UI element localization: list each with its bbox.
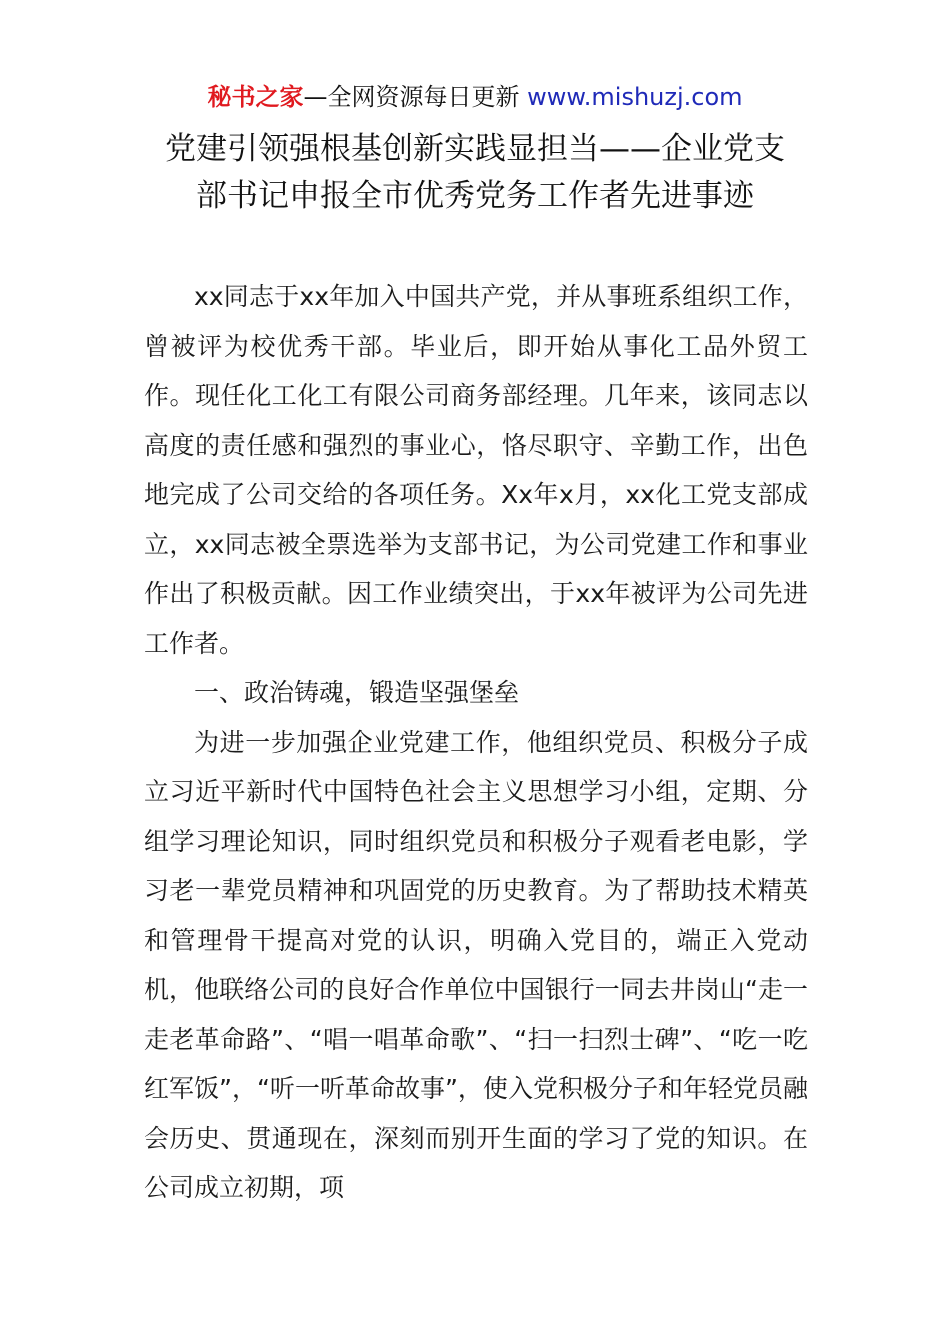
document-body (144, 272, 808, 1213)
document-title (120, 126, 830, 220)
brand-name: 秘书之家 (207, 83, 304, 111)
site-url[interactable]: www.mishuzj.com (527, 83, 743, 111)
header-tagline: —全网资源每日更新 (303, 83, 520, 111)
site-header (0, 80, 950, 114)
title-line-1: 党建引领强根基创新实践显担当——企业党支 (165, 131, 785, 167)
body-paragraph-2: 为进一步加强企业党建工作，他组织党员、积极分子成立习近平新时代中国特色社会主义思想学习小组，定期、分组学习理论知识，同时组织党员和积极分子观看老电影，学习老一辈党员精神和巩固党的历史教育。为了帮助技术精英和管理骨干提高对党的认识，明确入党目的，端正入党动机，他联络公司的良好合作单位中国银行一同去井岗山“走一走老革命路”、“唱一唱革命歌”、“扫一扫烈士碑”、“吃一吃红军饭”，“听一听革命故事”，使入党积极分子和年轻党员融会历史、贯通现在，深刻而别开生面的学习了党的知识。在公司成立初期，项 (144, 727, 808, 1202)
section-heading-1: 一、政治铸魂，锻造坚强堡垒 (194, 678, 520, 707)
title-line-2: 部书记申报全市优秀党务工作者先进事迹 (196, 178, 754, 214)
body-paragraph-1: xx同志于xx年加入中国共产党，并从事班系组织工作，曾被评为校优秀干部。毕业后，即开始从事化工品外贸工作。现任化工化工有限公司商务部经理。几年来，该同志以高度的责任感和强烈的事业心，恪尽职守、辛勤工作，出色地完成了公司交给的各项任务。Xx年x月，xx化工党支部成立，xx同志被全票选举为支部书记，为公司党建工作和事业作出了积极贡献。因工作业绩突出，于xx年被评为公司先进工作者。 (144, 282, 808, 658)
